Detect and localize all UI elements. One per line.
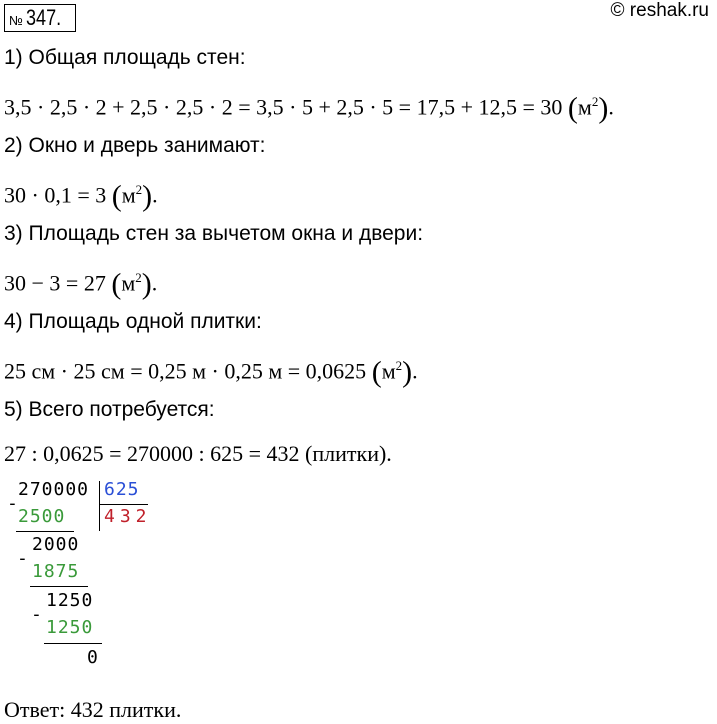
dividend: 270000 xyxy=(18,479,90,500)
step-1-unit: м xyxy=(577,94,592,120)
underline-3 xyxy=(44,643,102,644)
division-vertical-bar xyxy=(99,481,100,531)
step-3-unit: м xyxy=(121,270,136,296)
remainder-row-2: 1250 xyxy=(46,590,94,611)
step-4-title: 4) Площадь одной плитки: xyxy=(4,310,262,333)
step-4-expression: 25 см · 25 см = 0,25 м · 0,25 м = 0,0625 $(м^2)$. xyxy=(4,355,418,389)
step-3-expression: 30 − 3 = 27 $(м^2)$. xyxy=(4,267,158,301)
step-5-title: 5) Всего потребуется: xyxy=(4,398,215,421)
remainder-row-3: 0 xyxy=(87,647,99,668)
step-5-expression: 27 : 0,0625 = 270000 : 625 = 432 (плитки). xyxy=(4,441,392,466)
remainder-row-1: 2000 xyxy=(32,534,80,555)
step-4-exp: 2 xyxy=(395,358,403,373)
subtract-row-2: 1875 xyxy=(32,561,80,582)
subtract-row-1: 2500 xyxy=(18,506,66,527)
step-2-title: 2) Окно и дверь занимают: xyxy=(4,134,266,157)
subtract-row-3: 1250 xyxy=(46,617,94,638)
step-1-expression: 3,5 · 2,5 · 2 + 2,5 · 2,5 · 2 = 3,5 · 5 + 2,5 · 5 = 17,5 + 12,5 = 30 $(м^2)$. xyxy=(4,91,614,125)
step-3-expr-text: 30 − 3 = 27 xyxy=(4,270,112,296)
site-watermark: © reshak.ru xyxy=(610,0,709,21)
step-4-tail: . xyxy=(412,358,418,384)
quotient: 432 xyxy=(104,506,152,527)
step-2-expr-text: 30 · 0,1 = 3 xyxy=(4,182,112,208)
minus-sign-3: - xyxy=(31,604,43,625)
step-1-expr-text: 3,5 · 2,5 · 2 + 2,5 · 2,5 · 2 = 3,5 · 5 + 2,5 · 5 = 17,5 + 12,5 = 30 xyxy=(4,94,568,120)
problem-number-badge xyxy=(4,4,76,32)
step-4-expr-text: 25 см · 25 см = 0,25 м · 0,25 м = 0,0625 xyxy=(4,358,372,384)
underline-2 xyxy=(30,586,88,587)
answer: Ответ: 432 плитки. xyxy=(4,697,182,722)
step-2-unit: м xyxy=(121,182,136,208)
step-1-title: 1) Общая площадь стен: xyxy=(4,46,246,69)
step-2-expression: 30 · 0,1 = 3 $(м^2)$. xyxy=(4,179,158,213)
step-4-unit: м xyxy=(381,358,396,384)
step-2-exp: 2 xyxy=(135,182,143,197)
step-1-exp: 2 xyxy=(591,94,599,109)
minus-sign-1: - xyxy=(7,493,19,514)
divisor: 625 xyxy=(104,479,140,500)
step-3-title: 3) Площадь стен за вычетом окна и двери: xyxy=(4,222,424,245)
minus-sign-2: - xyxy=(17,548,29,569)
step-3-exp: 2 xyxy=(135,270,142,285)
divisor-underline xyxy=(100,504,148,505)
step-2-tail: . xyxy=(152,182,158,208)
number-sign: № xyxy=(9,13,23,28)
underline-1 xyxy=(16,531,74,532)
step-3-tail: . xyxy=(151,270,158,296)
problem-number: 347. xyxy=(25,5,62,30)
step-1-tail: . xyxy=(608,94,614,120)
